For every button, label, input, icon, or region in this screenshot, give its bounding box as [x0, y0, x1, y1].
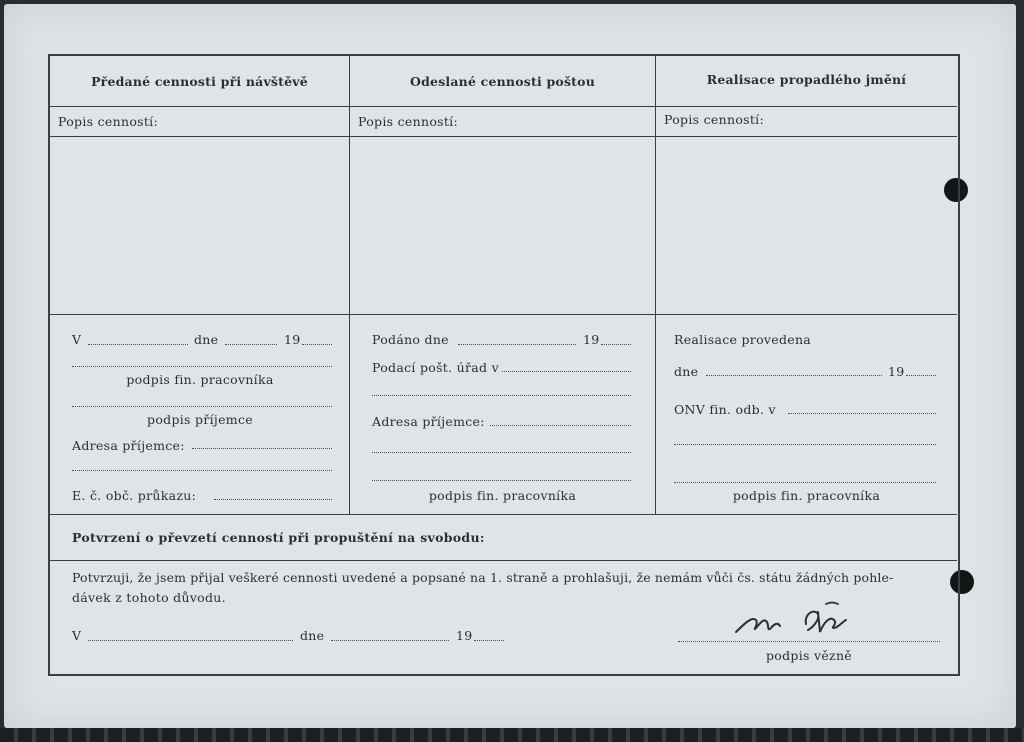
confirmation-rule-top: [50, 514, 957, 515]
recipient-address-line-2: [72, 470, 332, 471]
prisoner-signature-line: [678, 641, 940, 642]
realisation-date-line: [706, 375, 882, 376]
realisation-year-label: 19: [888, 364, 905, 379]
release-year-label: 19: [456, 628, 473, 643]
realisation-date-label: dne: [674, 364, 699, 379]
mail-officer-signature-caption: podpis fin. pracovníka: [428, 488, 577, 503]
mail-recipient-line-3: [372, 480, 631, 481]
place-line: [88, 344, 188, 345]
recipient-address-line-1: [192, 448, 332, 449]
description-rule: [50, 136, 957, 137]
onv-department-label: ONV fin. odb. v: [674, 402, 776, 417]
column-divider-2: [655, 56, 656, 514]
prisoner-signature-image: [734, 598, 864, 640]
id-card-label: E. č. obč. průkazu:: [72, 488, 197, 503]
id-card-line: [214, 499, 332, 500]
column-title-realisation: Realisace propadlého jmění: [706, 72, 907, 87]
posted-year-line: [601, 344, 631, 345]
mail-recipient-label: Adresa příjemce:: [372, 414, 485, 429]
signature-line-officer: [72, 366, 332, 367]
year-line: [302, 344, 332, 345]
release-date-line: [331, 640, 449, 641]
confirmation-text-line-1: Potvrzuji, že jsem přijal veškeré cennosti uvedené a popsané na 1. straně a prohlašuji, že nemám vůči čs. státu žádných pohle-: [72, 570, 894, 585]
realisation-officer-signature-caption: podpis fin. pracovníka: [732, 488, 881, 503]
realisation-year-line: [906, 375, 936, 376]
post-office-label: Podací pošt. úřad v: [372, 360, 499, 375]
mail-recipient-line-2: [372, 452, 631, 453]
description-label-3: Popis cenností:: [664, 112, 764, 127]
onv-department-line-2: [674, 444, 936, 445]
onv-department-line-3: [674, 482, 936, 483]
header-rule: [50, 106, 957, 107]
valuables-form: [48, 54, 960, 676]
date-label: dne: [194, 332, 219, 347]
release-year-line: [474, 640, 504, 641]
release-date-label: dne: [300, 628, 325, 643]
description-label-2: Popis cenností:: [358, 114, 458, 129]
description-label-1: Popis cenností:: [58, 114, 158, 129]
film-strip-edge: [0, 728, 1024, 742]
posted-date-label: Podáno dne: [372, 332, 449, 347]
fields-rule: [50, 314, 957, 315]
column-divider-1: [349, 56, 350, 514]
signature-line-recipient: [72, 406, 332, 407]
year-label: 19: [284, 332, 301, 347]
confirmation-rule-mid: [50, 560, 957, 561]
mail-recipient-line-1: [490, 425, 631, 426]
post-office-line-1: [502, 371, 631, 372]
column-title-handed: Předané cennosti při návštěvě: [91, 74, 308, 89]
post-office-line-2: [372, 395, 631, 396]
onv-department-line-1: [788, 413, 936, 414]
date-line: [225, 344, 277, 345]
place-label: V: [72, 332, 82, 347]
recipient-signature-caption: podpis příjemce: [147, 412, 253, 427]
release-place-label: V: [72, 628, 82, 643]
realisation-done-label: Realisace provedena: [674, 332, 812, 347]
prisoner-signature-caption: podpis vězně: [765, 648, 852, 663]
recipient-address-label: Adresa příjemce:: [72, 438, 185, 453]
confirmation-title: Potvrzení o převzetí cenností při propuštění na svobodu:: [72, 530, 485, 545]
posted-year-label: 19: [583, 332, 600, 347]
confirmation-text-line-2: dávek z tohoto důvodu.: [72, 590, 226, 605]
officer-signature-caption: podpis fin. pracovníka: [126, 372, 274, 387]
column-title-mailed: Odeslané cennosti poštou: [410, 74, 595, 89]
release-place-line: [88, 640, 293, 641]
posted-date-line: [458, 344, 576, 345]
